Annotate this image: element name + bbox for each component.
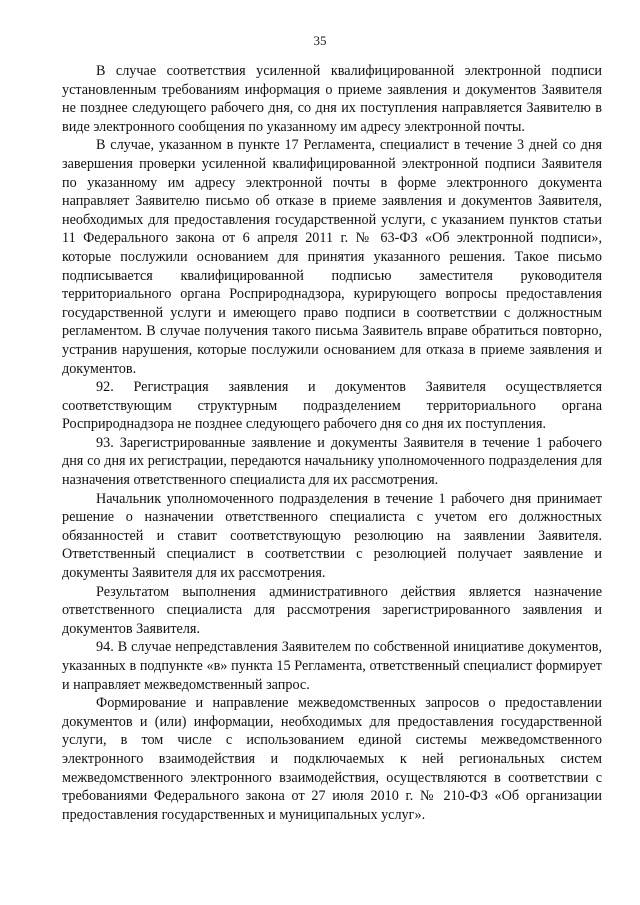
paragraph-action-result: Результатом выполнения административного действия является назначение ответственного специалиста для рассмотрения зарегистрированного заявления и документов Заявителя. <box>62 583 602 637</box>
page-number: 35 <box>313 33 327 48</box>
paragraph-interagency-requests: Формирование и направление межведомственных запросов о предоставлении документов и (или) информации, необходимых для предоставления государственной услуги, в том числе с использованием единой системы межведомственного электронного взаимодействия и подключаемых к ней региональных систем межведомственного электронного взаимодействия, осуществляются в соответствии с требованиями Федерального закона от 27 июля 2010 г. № 210-ФЗ «Об организации предоставления государственных и муниципальных услуг». <box>62 695 602 823</box>
paragraph-head-decision: Начальник уполномоченного подразделения в течение 1 рабочего дня принимает решение о назначении ответственного специалиста с учетом его должностных обязанностей и ставит соответствующую резолюцию на заявлении Заявителя. Ответственный специалист в соответствии с резолюцией получает заявление и документы Заявителя для их рассмотрения. <box>62 490 602 582</box>
document-body <box>62 62 602 824</box>
paragraph-signature-valid: В случае соответствия усиленной квалифицированной электронной подписи установленным требованиям информация о приеме заявления и документов Заявителя не позднее следующего рабочего дня, со дня их поступления направляется Заявителю в виде электронного сообщения по указанному им адресу электронной почты. <box>62 63 602 135</box>
paragraph-92-registration: 92. Регистрация заявления и документов Заявителя осуществляется соответствующим структурным подразделением территориального органа Росприроднадзора не позднее следующего рабочего дня со дня их поступления. <box>62 379 602 433</box>
paragraph-93-transfer: 93. Зарегистрированные заявление и документы Заявителя в течение 1 рабочего дня со дня их регистрации, передаются начальнику уполномоченного подразделения для назначения ответственного специалиста для их рассмотрения. <box>62 434 602 489</box>
paragraph-94-request: 94. В случае непредставления Заявителем по собственной инициативе документов, указанных в подпункте «в» пункта 15 Регламента, ответственный специалист формирует и направляет межведомственный запрос. <box>62 639 602 693</box>
paragraph-signature-refusal: В случае, указанном в пункте 17 Регламента, специалист в течение 3 дней со дня завершения проверки усиленной квалифицированной электронной подписи Заявителя по указанному им адресу электронной почты в форме электронного документа направляет Заявителю письмо об отказе в приеме заявления и документов Заявителя, необходимых для предоставления государственной услуги, с указанием пунктов статьи 11 Федерального закона от 6 апреля 2011 г. № 63-ФЗ «Об электронной подписи», которые послужили основанием для принятия указанного решения. Такое письмо подписывается квалифицированной подписью заместителя руководителя территориального органа Росприроднадзора, курирующего вопросы предоставления государственной услуги и имеющего право подписи в соответствии с должностным регламентом. В случае получения такого письма Заявитель вправе обратиться повторно, устранив нарушения, которые послужили основанием для отказа в приеме заявления и документов. <box>62 137 602 377</box>
